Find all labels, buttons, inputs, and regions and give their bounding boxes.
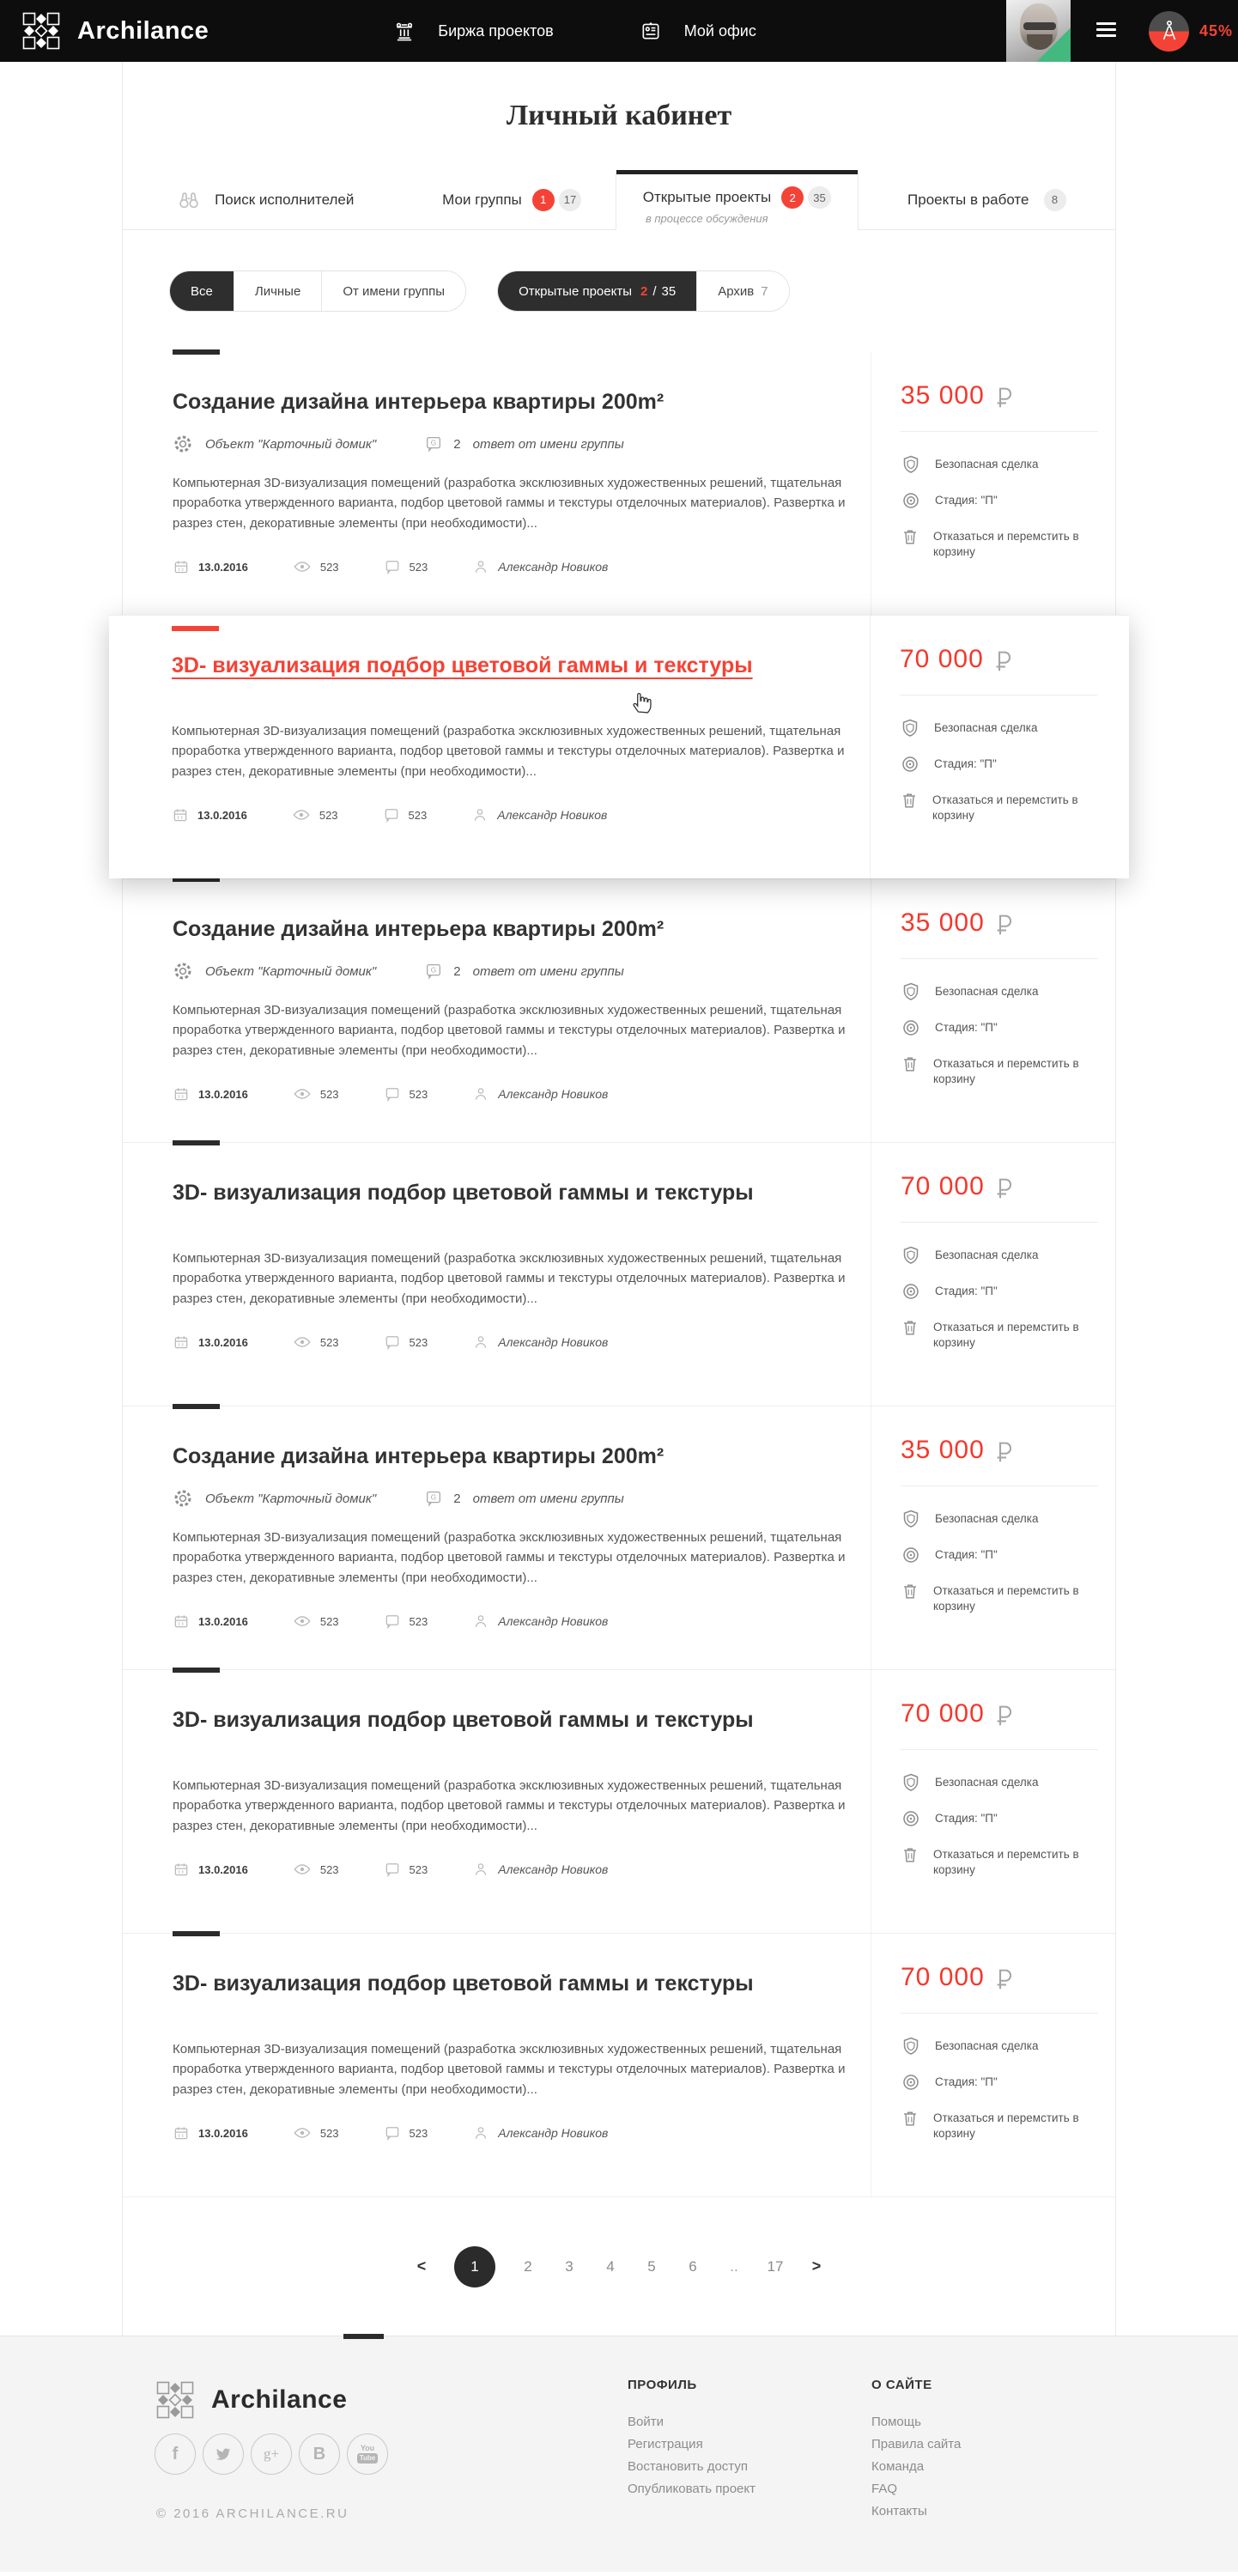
author-icon [472, 558, 489, 575]
author-name[interactable]: Александр Новиков [498, 1087, 609, 1102]
svg-text:G: G [431, 1493, 437, 1502]
author-name[interactable]: Александр Новиков [498, 1614, 609, 1629]
pagination-page-17[interactable]: 17 [767, 2257, 784, 2275]
project-description: Компьютерная 3D-визуализация помещений (разработка эксклюзивных художественных решений, тщательная проработка утвержденного варианта, подбор цветовой гаммы и текстуры отделочных материалов). Развертка и разрез стен, декоративные элементы (при необходимости)... [173, 1251, 846, 1306]
project-meta [173, 1333, 845, 1352]
unread-badge: 2 [781, 186, 804, 209]
views-icon [293, 1612, 312, 1631]
total-badge: 17 [559, 189, 581, 211]
project-description: Компьютерная 3D-визуализация помещений (разработка эксклюзивных художественных решений, тщательная проработка утвержденного варианта, подбор цветовой гаммы и текстуры отделочных материалов). Развертка и разрез стен, декоративные элементы (при необходимости)... [173, 2042, 846, 2097]
safe-deal-label: Безопасная сделка [934, 721, 1038, 734]
footer-link[interactable]: Правила сайта [871, 2437, 962, 2451]
price-value: 70 000 [901, 1963, 985, 1991]
unread-badge: 1 [532, 189, 555, 211]
avatar-glasses [1023, 22, 1056, 30]
pagination-page-5[interactable]: 5 [647, 2257, 656, 2275]
object-label: Объект "Карточный домик" [205, 436, 377, 452]
project-title-link[interactable]: Создание дизайна интерьера квартиры 200m² [173, 917, 665, 941]
author-icon [472, 1613, 489, 1630]
card-dash [173, 1931, 220, 1936]
comments-icon [383, 806, 400, 823]
social-links [155, 2433, 395, 2475]
footer-link[interactable]: Опубликовать проект [628, 2482, 756, 2496]
target-icon [901, 490, 921, 511]
nav-my-office[interactable] [640, 20, 756, 42]
views-count: 523 [319, 1087, 339, 1101]
target-icon [901, 1808, 921, 1829]
project-meta [173, 557, 845, 576]
tab-label: Открытые проекты [642, 189, 772, 205]
pagination-ellipsis: .. [730, 2257, 738, 2275]
safe-deal-label: Безопасная сделка [935, 1249, 1039, 1261]
stage-row [901, 1281, 1107, 1302]
comments-icon [384, 558, 401, 575]
shield-icon [901, 454, 921, 475]
comments-icon [384, 1613, 401, 1630]
project-meta [173, 1860, 845, 1879]
ruble-icon [995, 914, 1011, 936]
tab-label: Поиск исполнителей [215, 191, 355, 208]
project-card [123, 1406, 1115, 1669]
pagination-prev[interactable]: < [416, 2257, 427, 2275]
project-price [901, 1172, 1098, 1223]
object-label: Объект "Карточный домик" [205, 963, 377, 979]
project-price [901, 381, 1098, 432]
tab-my-groups[interactable] [408, 170, 616, 229]
pagination-page-2[interactable]: 2 [524, 2257, 532, 2275]
project-object-row [173, 1488, 845, 1509]
open-count: 2 [640, 283, 648, 299]
filter-all[interactable]: Все [170, 271, 234, 311]
project-meta [173, 1084, 845, 1103]
safe-deal-label: Безопасная сделка [935, 2039, 1039, 2052]
project-title-link[interactable]: Создание дизайна интерьера квартиры 200m² [173, 390, 665, 414]
trash-icon [901, 1581, 919, 1614]
replies-label: ответ от имени группы [472, 436, 624, 452]
card-dash [173, 1404, 220, 1409]
stage-row [901, 1545, 1107, 1565]
footer [0, 2336, 1238, 2572]
project-cards-list [123, 352, 1115, 2196]
price-value: 35 000 [901, 908, 985, 937]
target-icon [901, 1018, 921, 1038]
tab-label: Мои группы [442, 191, 522, 208]
footer-link[interactable]: Войти [628, 2415, 664, 2429]
decline-move-to-trash[interactable] [901, 1844, 1107, 1878]
twitter-icon[interactable] [203, 2433, 244, 2475]
trash-icon [900, 790, 919, 823]
stage-label: Стадия: "П" [935, 1812, 998, 1825]
decline-label: Отказаться и перемстить в корзину [933, 1584, 1079, 1613]
profile-progress-value: 45% [1199, 22, 1234, 39]
replies-count: 2 [453, 963, 461, 979]
decline-label: Отказаться и перемстить в корзину [933, 1057, 1079, 1086]
price-value: 35 000 [901, 381, 985, 410]
brand-name: Archilance [77, 16, 209, 45]
stage-row [901, 2072, 1107, 2093]
price-value: 35 000 [901, 1436, 985, 1464]
status-filter [497, 270, 790, 312]
project-card [123, 352, 1115, 615]
project-description: Компьютерная 3D-визуализация помещений (разработка эксклюзивных художественных решений, тщательная проработка утвержденного варианта, подбор цветовой гаммы и текстуры отделочных материалов). Развертка и разрез стен, декоративные элементы (при необходимости)... [173, 1778, 846, 1833]
comments-count: 523 [409, 2126, 428, 2140]
project-date: 13.0.2016 [198, 1335, 248, 1349]
copyright: © 2016 ARCHILANCE.RU [156, 2506, 349, 2521]
decline-label: Отказаться и перемстить в корзину [932, 793, 1078, 823]
pagination-page-6[interactable]: 6 [689, 2257, 697, 2275]
replies-label: ответ от имени группы [472, 963, 624, 979]
gear-icon [173, 434, 193, 454]
project-description: Компьютерная 3D-визуализация помещений (разработка эксклюзивных художественных решений, тщательная проработка утвержденного варианта, подбор цветовой гаммы и текстуры отделочных материалов). Развертка и разрез стен, декоративные элементы (при необходимости)... [173, 476, 846, 531]
views-count: 523 [319, 1862, 339, 1876]
user-avatar[interactable] [1006, 0, 1071, 62]
comments-icon [384, 1861, 401, 1878]
group-reply-icon [424, 962, 443, 981]
ruble-icon [995, 1704, 1011, 1727]
views-icon [293, 1333, 312, 1352]
views-count: 523 [319, 1335, 339, 1349]
footer-column-title: ПРОФИЛЬ [628, 2378, 697, 2392]
ruble-icon [994, 650, 1010, 672]
object-label: Объект "Карточный домик" [205, 1491, 377, 1506]
price-value: 70 000 [901, 1699, 985, 1728]
author-icon [472, 2124, 489, 2142]
filter-archive[interactable]: Архив 7 [696, 271, 788, 311]
hand-cursor [631, 690, 653, 714]
target-icon [901, 2072, 921, 2093]
shield-icon [900, 718, 920, 738]
decline-move-to-trash[interactable] [901, 526, 1107, 560]
safe-deal-label: Безопасная сделка [935, 1776, 1039, 1789]
stage-row [901, 490, 1107, 511]
footer-link[interactable]: Регистрация [628, 2437, 703, 2451]
project-date: 13.0.2016 [198, 560, 248, 574]
author-icon [471, 806, 489, 823]
project-description: Компьютерная 3D-визуализация помещений (разработка эксклюзивных художественных решений, тщательная проработка утвержденного варианта, подбор цветовой гаммы и текстуры отделочных материалов). Развертка и разрез стен, декоративные элементы (при необходимости)... [173, 1003, 846, 1058]
menu-icon[interactable] [1096, 22, 1116, 40]
project-title-link[interactable]: 3D- визуализация подбор цветовой гаммы и текстуры [173, 1708, 754, 1732]
header-nav [209, 20, 756, 42]
replies-count: 2 [453, 1491, 461, 1506]
ruble-icon [995, 1177, 1011, 1200]
tab-search-executors[interactable] [123, 170, 408, 229]
views-icon [293, 1860, 312, 1879]
replies-label: ответ от имени группы [472, 1491, 624, 1506]
trash-icon [901, 526, 919, 560]
comments-count: 523 [409, 560, 428, 574]
project-date: 13.0.2016 [198, 2126, 248, 2140]
tab-open-projects[interactable] [616, 170, 859, 230]
stage-label: Стадия: "П" [935, 2075, 998, 2088]
footer-column-about [871, 2378, 961, 2523]
filter-personal[interactable]: Личные [234, 271, 321, 311]
archilance-logo-icon [156, 2381, 194, 2419]
views-count: 523 [319, 2126, 339, 2140]
project-card [109, 615, 1129, 878]
gear-icon [173, 961, 193, 981]
replies-count: 2 [453, 436, 461, 452]
card-side-panel [871, 879, 1115, 1142]
decline-move-to-trash[interactable] [901, 1581, 1107, 1614]
project-price [901, 1699, 1098, 1750]
calendar-icon [172, 806, 189, 823]
card-side-panel [870, 616, 1129, 878]
group-reply-icon [424, 434, 443, 453]
safe-deal-row [900, 718, 1120, 738]
footer-column-profile [628, 2378, 756, 2500]
author-name[interactable]: Александр Новиков [498, 1335, 609, 1350]
views-icon [293, 2123, 312, 2142]
svg-text:G: G [431, 966, 437, 975]
target-icon [900, 754, 920, 775]
ownership-filter [169, 270, 466, 312]
vk-icon[interactable]: B [299, 2433, 340, 2475]
project-date: 13.0.2016 [198, 1087, 248, 1101]
safe-deal-row [901, 1245, 1107, 1266]
project-title-link[interactable]: Создание дизайна интерьера квартиры 200m² [173, 1444, 665, 1468]
footer-column-title: О САЙТЕ [871, 2378, 932, 2392]
nav-project-exchange[interactable] [393, 20, 553, 42]
card-side-panel [871, 1143, 1115, 1406]
trash-icon [901, 2108, 919, 2142]
youtube-icon[interactable]: You Tube [347, 2433, 388, 2475]
facebook-icon[interactable]: f [155, 2433, 196, 2475]
safe-deal-row [901, 2036, 1107, 2057]
project-title-link[interactable]: 3D- визуализация подбор цветовой гаммы и текстуры [173, 1971, 754, 1996]
decline-move-to-trash[interactable] [901, 1317, 1107, 1351]
project-card [123, 1669, 1115, 1933]
safe-deal-label: Безопасная сделка [935, 1512, 1039, 1525]
project-description: Компьютерная 3D-визуализация помещений (разработка эксклюзивных художественных решений, тщательная проработка утвержденного варианта, подбор цветовой гаммы и текстуры отделочных материалов). Развертка и разрез стен, декоративные элементы (при необходимости)... [172, 724, 845, 779]
group-reply-icon [424, 1489, 443, 1508]
footer-brand[interactable] [156, 2381, 347, 2419]
nav-label: Биржа проектов [438, 21, 554, 39]
stage-row [901, 1018, 1107, 1038]
calendar-icon [173, 1334, 190, 1351]
views-count: 523 [319, 808, 338, 822]
views-icon [292, 805, 311, 824]
trash-icon [901, 1844, 919, 1878]
comments-count: 523 [409, 1614, 428, 1628]
price-value: 70 000 [901, 1172, 985, 1200]
project-price [901, 1436, 1098, 1486]
comments-count: 523 [409, 1335, 428, 1349]
shield-icon [901, 1245, 921, 1266]
safe-deal-label: Безопасная сделка [935, 985, 1039, 998]
author-icon [472, 1861, 489, 1878]
top-header [0, 0, 1238, 62]
tabs-bar [123, 170, 1115, 230]
avatar-beard [1027, 34, 1053, 50]
calendar-icon [173, 558, 190, 575]
author-name[interactable]: Александр Новиков [498, 2126, 609, 2141]
author-name[interactable]: Александр Новиков [498, 560, 609, 574]
stage-label: Стадия: "П" [935, 1021, 998, 1034]
footer-dash [343, 2334, 384, 2339]
project-card [123, 1933, 1115, 2196]
stage-row [900, 754, 1120, 775]
google-plus-icon[interactable]: g+ [251, 2433, 292, 2475]
safe-deal-row [901, 1509, 1107, 1529]
comments-count: 523 [409, 1862, 428, 1876]
decline-label: Отказаться и перемстить в корзину [933, 1321, 1079, 1350]
binoculars-icon [177, 188, 201, 212]
pagination-page-1[interactable]: 1 [454, 2246, 495, 2287]
author-icon [472, 1334, 489, 1351]
project-date: 13.0.2016 [198, 1862, 248, 1876]
shield-icon [901, 981, 921, 1002]
comments-count: 523 [409, 1087, 428, 1101]
shield-icon [901, 2036, 921, 2057]
profile-progress-icon[interactable] [1149, 11, 1189, 52]
open-total: 35 [661, 283, 677, 299]
archilance-logo-icon [22, 12, 60, 50]
project-price [901, 1963, 1098, 2014]
project-description: Компьютерная 3D-визуализация помещений (разработка эксклюзивных художественных решений, тщательная проработка утвержденного варианта, подбор цветовой гаммы и текстуры отделочных материалов). Развертка и разрез стен, декоративные элементы (при необходимости)... [173, 1530, 846, 1585]
tab-label: Проекты в работе [907, 191, 1029, 208]
card-dash [172, 626, 219, 631]
pagination-page-3[interactable]: 3 [565, 2257, 573, 2275]
project-date: 13.0.2016 [197, 808, 247, 822]
project-meta [173, 2123, 845, 2142]
footer-link[interactable]: Востановить доступ [628, 2459, 748, 2474]
comments-icon [384, 1334, 401, 1351]
footer-link[interactable]: Команда [871, 2459, 925, 2474]
author-name[interactable]: Александр Новиков [498, 1862, 609, 1877]
comments-count: 523 [408, 808, 428, 822]
filters-bar [123, 230, 1115, 352]
calendar-icon [173, 1613, 190, 1630]
safe-deal-row [901, 1772, 1107, 1793]
footer-brand-name: Archilance [211, 2385, 348, 2414]
column-icon [393, 20, 416, 42]
safe-deal-row [901, 981, 1107, 1002]
stage-label: Стадия: "П" [935, 494, 998, 507]
archive-count: 7 [761, 283, 768, 299]
author-icon [472, 1085, 489, 1103]
svg-text:G: G [431, 439, 437, 447]
shield-icon [901, 1509, 921, 1529]
decline-label: Отказаться и перемстить в корзину [933, 2111, 1079, 2141]
views-icon [293, 1084, 312, 1103]
stage-row [901, 1808, 1107, 1829]
card-dash [173, 349, 220, 355]
project-meta [173, 1612, 845, 1631]
card-side-panel [871, 1670, 1115, 1933]
filter-open-projects[interactable]: Открытые проекты 2 / 35 [498, 271, 696, 311]
author-name[interactable]: Александр Новиков [497, 808, 608, 823]
views-count: 523 [319, 560, 339, 574]
project-object-row [173, 434, 845, 454]
pagination-next[interactable]: > [811, 2257, 822, 2275]
stage-label: Стадия: "П" [935, 1548, 998, 1561]
ruble-icon [995, 386, 1011, 409]
pagination [123, 2196, 1115, 2336]
trash-icon [901, 1054, 919, 1087]
decline-label: Отказаться и перемстить в корзину [933, 530, 1079, 559]
gear-icon [173, 1488, 193, 1509]
calendar-icon [173, 1085, 190, 1103]
card-side-panel [871, 1934, 1115, 2196]
views-count: 523 [319, 1614, 339, 1628]
stage-label: Стадия: "П" [934, 757, 997, 770]
views-icon [293, 557, 312, 576]
project-price [901, 908, 1098, 959]
calendar-icon [173, 2124, 190, 2142]
trash-icon [901, 1317, 919, 1351]
office-icon [640, 20, 662, 42]
decline-move-to-trash[interactable] [901, 1054, 1107, 1087]
ruble-icon [995, 1441, 1011, 1463]
project-meta [172, 805, 844, 824]
comments-icon [384, 2124, 401, 2142]
comments-icon [384, 1085, 401, 1103]
decline-move-to-trash[interactable] [900, 790, 1120, 823]
footer-link[interactable]: FAQ [871, 2482, 898, 2496]
brand[interactable] [22, 12, 209, 50]
nav-label: Мой офис [683, 21, 756, 39]
filter-on-behalf-of-group[interactable]: От имени группы [321, 271, 465, 311]
shield-icon [901, 1772, 921, 1793]
decline-label: Отказаться и перемстить в корзину [933, 1848, 1079, 1877]
project-date: 13.0.2016 [198, 1614, 248, 1628]
project-card [123, 1142, 1115, 1406]
total-badge: 35 [808, 186, 830, 209]
price-value: 70 000 [900, 645, 984, 673]
safe-deal-label: Безопасная сделка [935, 458, 1039, 471]
footer-link[interactable]: Контакты [871, 2504, 927, 2518]
main-panel [122, 62, 1116, 2336]
page-title: Личный кабинет [506, 100, 732, 131]
total-badge: 8 [1044, 189, 1066, 211]
safe-deal-row [901, 454, 1107, 475]
card-dash [173, 1668, 220, 1673]
target-icon [901, 1281, 921, 1302]
pagination-page-4[interactable]: 4 [606, 2257, 615, 2275]
footer-link[interactable]: Помощь [871, 2415, 921, 2429]
card-dash [173, 1140, 220, 1145]
tab-subtitle: в процессе обсуждения [646, 212, 768, 225]
project-title-link[interactable]: 3D- визуализация подбор цветовой гаммы и текстуры [173, 1181, 754, 1205]
tab-projects-in-work[interactable] [859, 170, 1115, 229]
project-title-link[interactable]: 3D- визуализация подбор цветовой гаммы и текстуры [172, 653, 753, 677]
card-side-panel [871, 1406, 1115, 1669]
project-price [900, 645, 1097, 696]
calendar-icon [173, 1861, 190, 1878]
project-card [123, 878, 1115, 1142]
ruble-icon [995, 1968, 1011, 1990]
target-icon [901, 1545, 921, 1565]
project-object-row [173, 961, 845, 981]
stage-label: Стадия: "П" [935, 1285, 998, 1297]
decline-move-to-trash[interactable] [901, 2108, 1107, 2142]
card-side-panel [871, 352, 1115, 615]
